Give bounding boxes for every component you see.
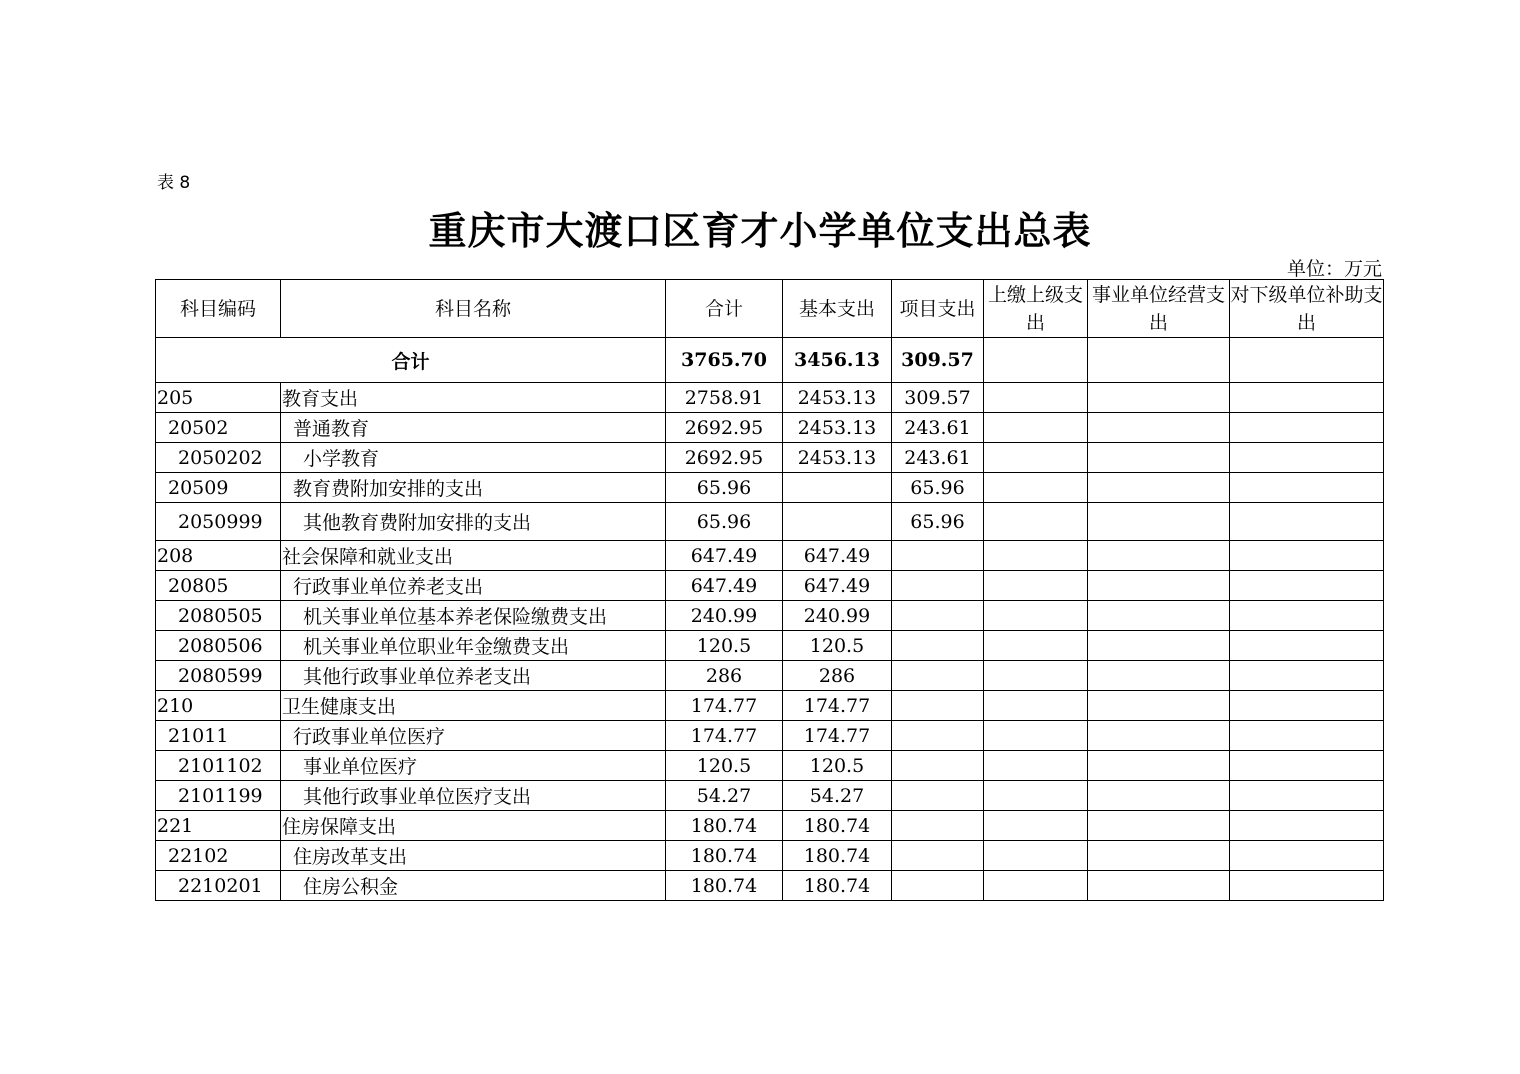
table-row [156, 871, 1384, 901]
cell-total: 2692.95 [666, 443, 783, 473]
cell-business [1088, 871, 1230, 901]
cell-code: 2080505 [156, 601, 281, 631]
cell-upper [984, 841, 1088, 871]
cell-total: 647.49 [666, 571, 783, 601]
cell-subsidy [1230, 691, 1384, 721]
cell-name: 行政事业单位医疗 [281, 721, 666, 751]
cell-upper [984, 443, 1088, 473]
cell-code: 2101102 [156, 751, 281, 781]
cell-upper [984, 751, 1088, 781]
cell-subsidy [1230, 571, 1384, 601]
cell-name: 住房公积金 [281, 871, 666, 901]
cell-total: 180.74 [666, 841, 783, 871]
cell-code: 221 [156, 811, 281, 841]
cell-total: 54.27 [666, 781, 783, 811]
cell-business [1088, 841, 1230, 871]
cell-business [1088, 541, 1230, 571]
cell-name: 其他行政事业单位养老支出 [281, 661, 666, 691]
table-row [156, 661, 1384, 691]
table-row [156, 413, 1384, 443]
cell-name: 机关事业单位职业年金缴费支出 [281, 631, 666, 661]
table-row [156, 473, 1384, 503]
total-row [156, 338, 1384, 383]
cell-subsidy [1230, 503, 1384, 541]
cell-business [1088, 473, 1230, 503]
cell-total: 286 [666, 661, 783, 691]
table-row [156, 691, 1384, 721]
cell-subsidy [1230, 781, 1384, 811]
table-row [156, 503, 1384, 541]
header-total: 合计 [666, 280, 783, 338]
cell-upper [984, 811, 1088, 841]
table-row [156, 443, 1384, 473]
cell-project: 309.57 [892, 383, 984, 413]
total-business [1088, 338, 1230, 383]
cell-basic: 2453.13 [783, 443, 892, 473]
cell-code: 2210201 [156, 871, 281, 901]
cell-subsidy [1230, 443, 1384, 473]
cell-business [1088, 721, 1230, 751]
cell-subsidy [1230, 751, 1384, 781]
cell-name: 社会保障和就业支出 [281, 541, 666, 571]
header-upper: 上缴上级支出 [984, 280, 1088, 338]
cell-basic: 174.77 [783, 691, 892, 721]
cell-code: 2050202 [156, 443, 281, 473]
table-row [156, 781, 1384, 811]
cell-upper [984, 571, 1088, 601]
cell-project [892, 811, 984, 841]
cell-name: 其他行政事业单位医疗支出 [281, 781, 666, 811]
cell-name: 住房改革支出 [281, 841, 666, 871]
cell-basic: 2453.13 [783, 383, 892, 413]
cell-code: 22102 [156, 841, 281, 871]
cell-code: 2050999 [156, 503, 281, 541]
header-code: 科目编码 [156, 280, 281, 338]
cell-business [1088, 601, 1230, 631]
cell-project [892, 691, 984, 721]
table-row [156, 601, 1384, 631]
cell-project [892, 871, 984, 901]
table-row [156, 383, 1384, 413]
cell-subsidy [1230, 811, 1384, 841]
cell-total: 240.99 [666, 601, 783, 631]
cell-total: 65.96 [666, 503, 783, 541]
cell-basic: 120.5 [783, 631, 892, 661]
cell-business [1088, 691, 1230, 721]
cell-basic: 647.49 [783, 571, 892, 601]
cell-total: 180.74 [666, 871, 783, 901]
cell-name: 行政事业单位养老支出 [281, 571, 666, 601]
table-body [156, 338, 1384, 901]
cell-upper [984, 473, 1088, 503]
cell-project: 243.61 [892, 413, 984, 443]
cell-business [1088, 631, 1230, 661]
cell-upper [984, 413, 1088, 443]
cell-upper [984, 503, 1088, 541]
table-row [156, 541, 1384, 571]
cell-basic: 647.49 [783, 541, 892, 571]
cell-name: 教育支出 [281, 383, 666, 413]
table-row [156, 631, 1384, 661]
cell-project [892, 781, 984, 811]
table-row [156, 751, 1384, 781]
cell-project [892, 661, 984, 691]
cell-project: 65.96 [892, 473, 984, 503]
header-basic: 基本支出 [783, 280, 892, 338]
total-project: 309.57 [892, 338, 984, 383]
cell-total: 180.74 [666, 811, 783, 841]
cell-basic: 180.74 [783, 871, 892, 901]
total-label: 合计 [156, 338, 666, 383]
cell-business [1088, 661, 1230, 691]
cell-basic: 54.27 [783, 781, 892, 811]
cell-total: 2692.95 [666, 413, 783, 443]
cell-project [892, 721, 984, 751]
cell-upper [984, 383, 1088, 413]
cell-business [1088, 383, 1230, 413]
cell-code: 20509 [156, 473, 281, 503]
cell-name: 其他教育费附加安排的支出 [281, 503, 666, 541]
cell-subsidy [1230, 721, 1384, 751]
cell-total: 174.77 [666, 721, 783, 751]
cell-code: 205 [156, 383, 281, 413]
cell-project [892, 841, 984, 871]
cell-project [892, 631, 984, 661]
cell-subsidy [1230, 473, 1384, 503]
cell-upper [984, 691, 1088, 721]
cell-basic: 174.77 [783, 721, 892, 751]
cell-subsidy [1230, 661, 1384, 691]
cell-total: 647.49 [666, 541, 783, 571]
cell-project: 243.61 [892, 443, 984, 473]
cell-name: 卫生健康支出 [281, 691, 666, 721]
table-row [156, 721, 1384, 751]
total-subsidy [1230, 338, 1384, 383]
total-basic: 3456.13 [783, 338, 892, 383]
cell-upper [984, 631, 1088, 661]
header-name: 科目名称 [281, 280, 666, 338]
cell-total: 120.5 [666, 631, 783, 661]
cell-basic: 240.99 [783, 601, 892, 631]
cell-basic: 286 [783, 661, 892, 691]
cell-code: 2080506 [156, 631, 281, 661]
cell-project: 65.96 [892, 503, 984, 541]
cell-business [1088, 781, 1230, 811]
cell-subsidy [1230, 383, 1384, 413]
cell-total: 120.5 [666, 751, 783, 781]
cell-code: 20502 [156, 413, 281, 443]
cell-upper [984, 601, 1088, 631]
cell-subsidy [1230, 631, 1384, 661]
document-title: 重庆市大渡口区育才小学单位支出总表 [428, 209, 1092, 253]
cell-code: 21011 [156, 721, 281, 751]
cell-basic: 2453.13 [783, 413, 892, 443]
expenditure-table [155, 279, 1384, 901]
cell-name: 普通教育 [281, 413, 666, 443]
table-row [156, 811, 1384, 841]
cell-business [1088, 443, 1230, 473]
cell-business [1088, 571, 1230, 601]
cell-subsidy [1230, 413, 1384, 443]
cell-code: 2101199 [156, 781, 281, 811]
cell-upper [984, 781, 1088, 811]
cell-basic: 180.74 [783, 811, 892, 841]
total-total: 3765.70 [666, 338, 783, 383]
cell-upper [984, 541, 1088, 571]
cell-code: 208 [156, 541, 281, 571]
cell-total: 174.77 [666, 691, 783, 721]
cell-project [892, 541, 984, 571]
header-row [156, 280, 1384, 338]
table-row [156, 571, 1384, 601]
cell-business [1088, 751, 1230, 781]
table-number-label: 表 8 [157, 173, 191, 193]
cell-name: 教育费附加安排的支出 [281, 473, 666, 503]
cell-project [892, 601, 984, 631]
header-project: 项目支出 [892, 280, 984, 338]
cell-business [1088, 503, 1230, 541]
cell-name: 小学教育 [281, 443, 666, 473]
header-business: 事业单位经营支出 [1088, 280, 1230, 338]
cell-code: 210 [156, 691, 281, 721]
cell-subsidy [1230, 541, 1384, 571]
cell-project [892, 571, 984, 601]
cell-business [1088, 811, 1230, 841]
cell-project [892, 751, 984, 781]
cell-code: 2080599 [156, 661, 281, 691]
total-upper [984, 338, 1088, 383]
cell-total: 2758.91 [666, 383, 783, 413]
cell-name: 住房保障支出 [281, 811, 666, 841]
table-row [156, 841, 1384, 871]
cell-business [1088, 413, 1230, 443]
cell-basic: 180.74 [783, 841, 892, 871]
cell-code: 20805 [156, 571, 281, 601]
cell-upper [984, 661, 1088, 691]
cell-upper [984, 721, 1088, 751]
header-subsidy: 对下级单位补助支出 [1230, 280, 1384, 338]
cell-name: 机关事业单位基本养老保险缴费支出 [281, 601, 666, 631]
cell-basic [783, 473, 892, 503]
unit-label: 单位：万元 [1286, 258, 1382, 280]
cell-upper [984, 871, 1088, 901]
cell-total: 65.96 [666, 473, 783, 503]
cell-subsidy [1230, 841, 1384, 871]
cell-subsidy [1230, 871, 1384, 901]
cell-basic [783, 503, 892, 541]
cell-subsidy [1230, 601, 1384, 631]
cell-name: 事业单位医疗 [281, 751, 666, 781]
cell-basic: 120.5 [783, 751, 892, 781]
